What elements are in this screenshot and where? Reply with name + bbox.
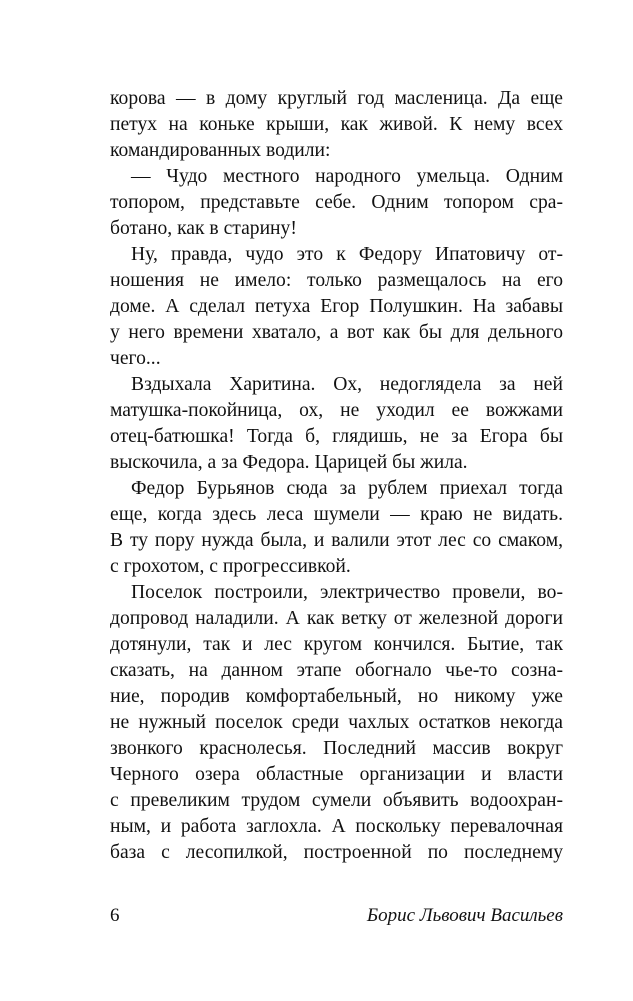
running-head-author: Борис Львович Васильев: [366, 905, 563, 926]
paragraph: [110, 580, 563, 866]
text-line: матушка-покойница, ох, не уходил ее вожжами: [110, 400, 563, 421]
paragraph: [110, 86, 563, 164]
text-line: доме. А сделал петуха Егор Полушкин. На забавы: [110, 296, 563, 317]
text-line: звонкого краснолесья. Последний массив вокруг: [110, 738, 563, 759]
text-line: ным, и работа заглохла. А поскольку перевалочная: [110, 816, 563, 837]
text-line: не нужный поселок среди чахлых остатков некогда: [110, 712, 563, 733]
page-number: 6: [110, 905, 120, 926]
text-line: с превеликим трудом сумели объявить водоохран-: [110, 790, 563, 811]
text-line: топором, представьте себе. Одним топором сра-: [110, 192, 563, 213]
text-line: Федор Бурьянов сюда за рублем приехал тогда: [131, 478, 563, 499]
text-line: отец-батюшка! Тогда б, глядишь, не за Егора бы: [110, 426, 563, 447]
text-line: допровод наладили. А как ветку от железной дороги: [110, 608, 563, 629]
paragraph: [110, 242, 563, 372]
text-line: В ту пору нужда была, и валили этот лес со смаком,: [110, 530, 563, 551]
text-line: командированных водили:: [110, 140, 331, 161]
text-line: ношения не имело: только размещалось на его: [110, 270, 563, 291]
text-line: Ну, правда, чудо это к Федору Ипатовичу от-: [131, 244, 563, 265]
text-line: еще, когда здесь леса шумели — краю не видать.: [110, 504, 563, 525]
text-line: петух на коньке крыши, как живой. К нему всех: [110, 114, 563, 135]
text-line: чего...: [110, 348, 161, 369]
text-line: — Чудо местного народного умельца. Одним: [131, 166, 563, 187]
text-line: база с лесопилкой, построенной по последнему: [110, 842, 563, 863]
paragraph: [110, 476, 563, 580]
text-line: сказать, на данном этапе обогнало чье-то созна-: [110, 660, 563, 681]
text-line: ние, породив комфортабельный, но никому уже: [110, 686, 563, 707]
text-line: дотянули, так и лес кругом кончился. Бытие, так: [110, 634, 563, 655]
text-line: Вздыхала Харитина. Ох, недоглядела за ней: [131, 374, 563, 395]
text-line: ботано, как в старину!: [110, 218, 297, 239]
text-line: Черного озера областные организации и власти: [110, 764, 563, 785]
paragraph: [110, 372, 563, 476]
text-line: у него времени хватало, а вот как бы для дельного: [110, 322, 563, 343]
text-line: выскочила, а за Федора. Царицей бы жила.: [110, 452, 468, 473]
text-line: Поселок построили, электричество провели, во-: [131, 582, 563, 603]
page-body: [110, 86, 563, 866]
text-line: корова — в дому круглый год масленица. Да еще: [110, 88, 563, 109]
paragraph: [110, 164, 563, 242]
text-line: с грохотом, с прогрессивкой.: [110, 556, 351, 577]
